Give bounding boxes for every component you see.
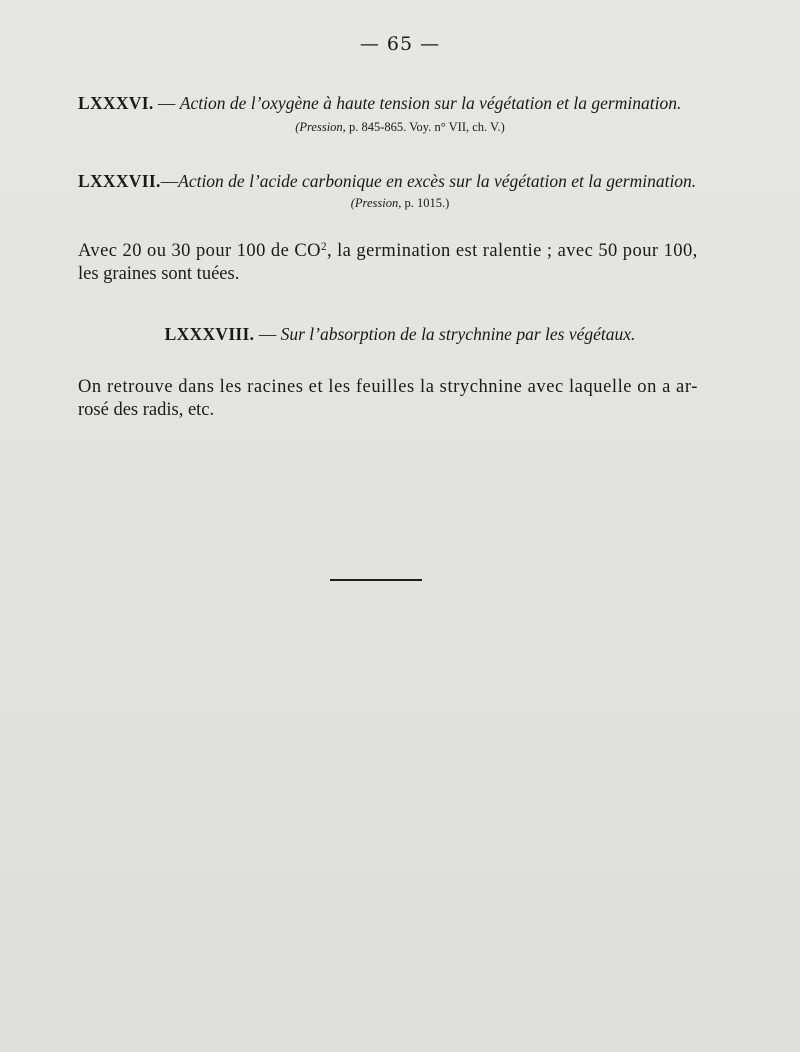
entry-title: Action de l’acide carbonique en excès sur la végétation et la germination.: [178, 171, 697, 191]
body-line: rosé des radis, etc.: [78, 400, 215, 420]
entry-reference-86: [0, 120, 800, 135]
entry-title: Action de l’oxygène à haute tension sur la végétation et la germination.: [179, 93, 682, 113]
reference-detail: p. 845-865. Voy. n° VII, ch. V.): [345, 120, 505, 134]
superscript: 2: [320, 240, 327, 253]
body-line: On retrouve dans les racines et les feuilles la strychnine avec laquelle on a ar-: [78, 377, 698, 397]
entry-number: LXXXVIII.: [164, 324, 255, 344]
reference-detail: p. 1015.): [401, 196, 450, 210]
entry-dash: —: [153, 93, 180, 113]
entry-body-87: [78, 240, 698, 286]
entry-reference-87: [0, 196, 800, 211]
body-line: [78, 240, 698, 263]
entry-number: LXXXVI.: [78, 93, 154, 113]
entry-dash: —: [254, 324, 281, 344]
entry-title: Sur l’absorption de la strychnine par les végétaux.: [280, 324, 636, 344]
section-end-rule: [330, 579, 422, 581]
show-through-texture: [90, 70, 730, 92]
page-number: — 65 —: [359, 33, 441, 55]
reference-source: (Pression,: [350, 196, 402, 210]
entry-number: LXXXVII.: [78, 171, 161, 191]
reference-source: (Pression,: [295, 120, 346, 134]
entry-body-88: [78, 376, 698, 422]
entry-heading-86: [78, 92, 700, 115]
entry-dash: —: [160, 171, 179, 191]
body-line: les graines sont tuées.: [78, 264, 240, 284]
body-text-segment: , la germination est ralentie ; avec 50 pour 100,: [326, 241, 698, 261]
entry-heading-87: [78, 170, 700, 193]
body-text-segment: Avec 20 ou 30 pour 100 de CO: [78, 241, 321, 261]
entry-heading-88: [0, 324, 800, 345]
